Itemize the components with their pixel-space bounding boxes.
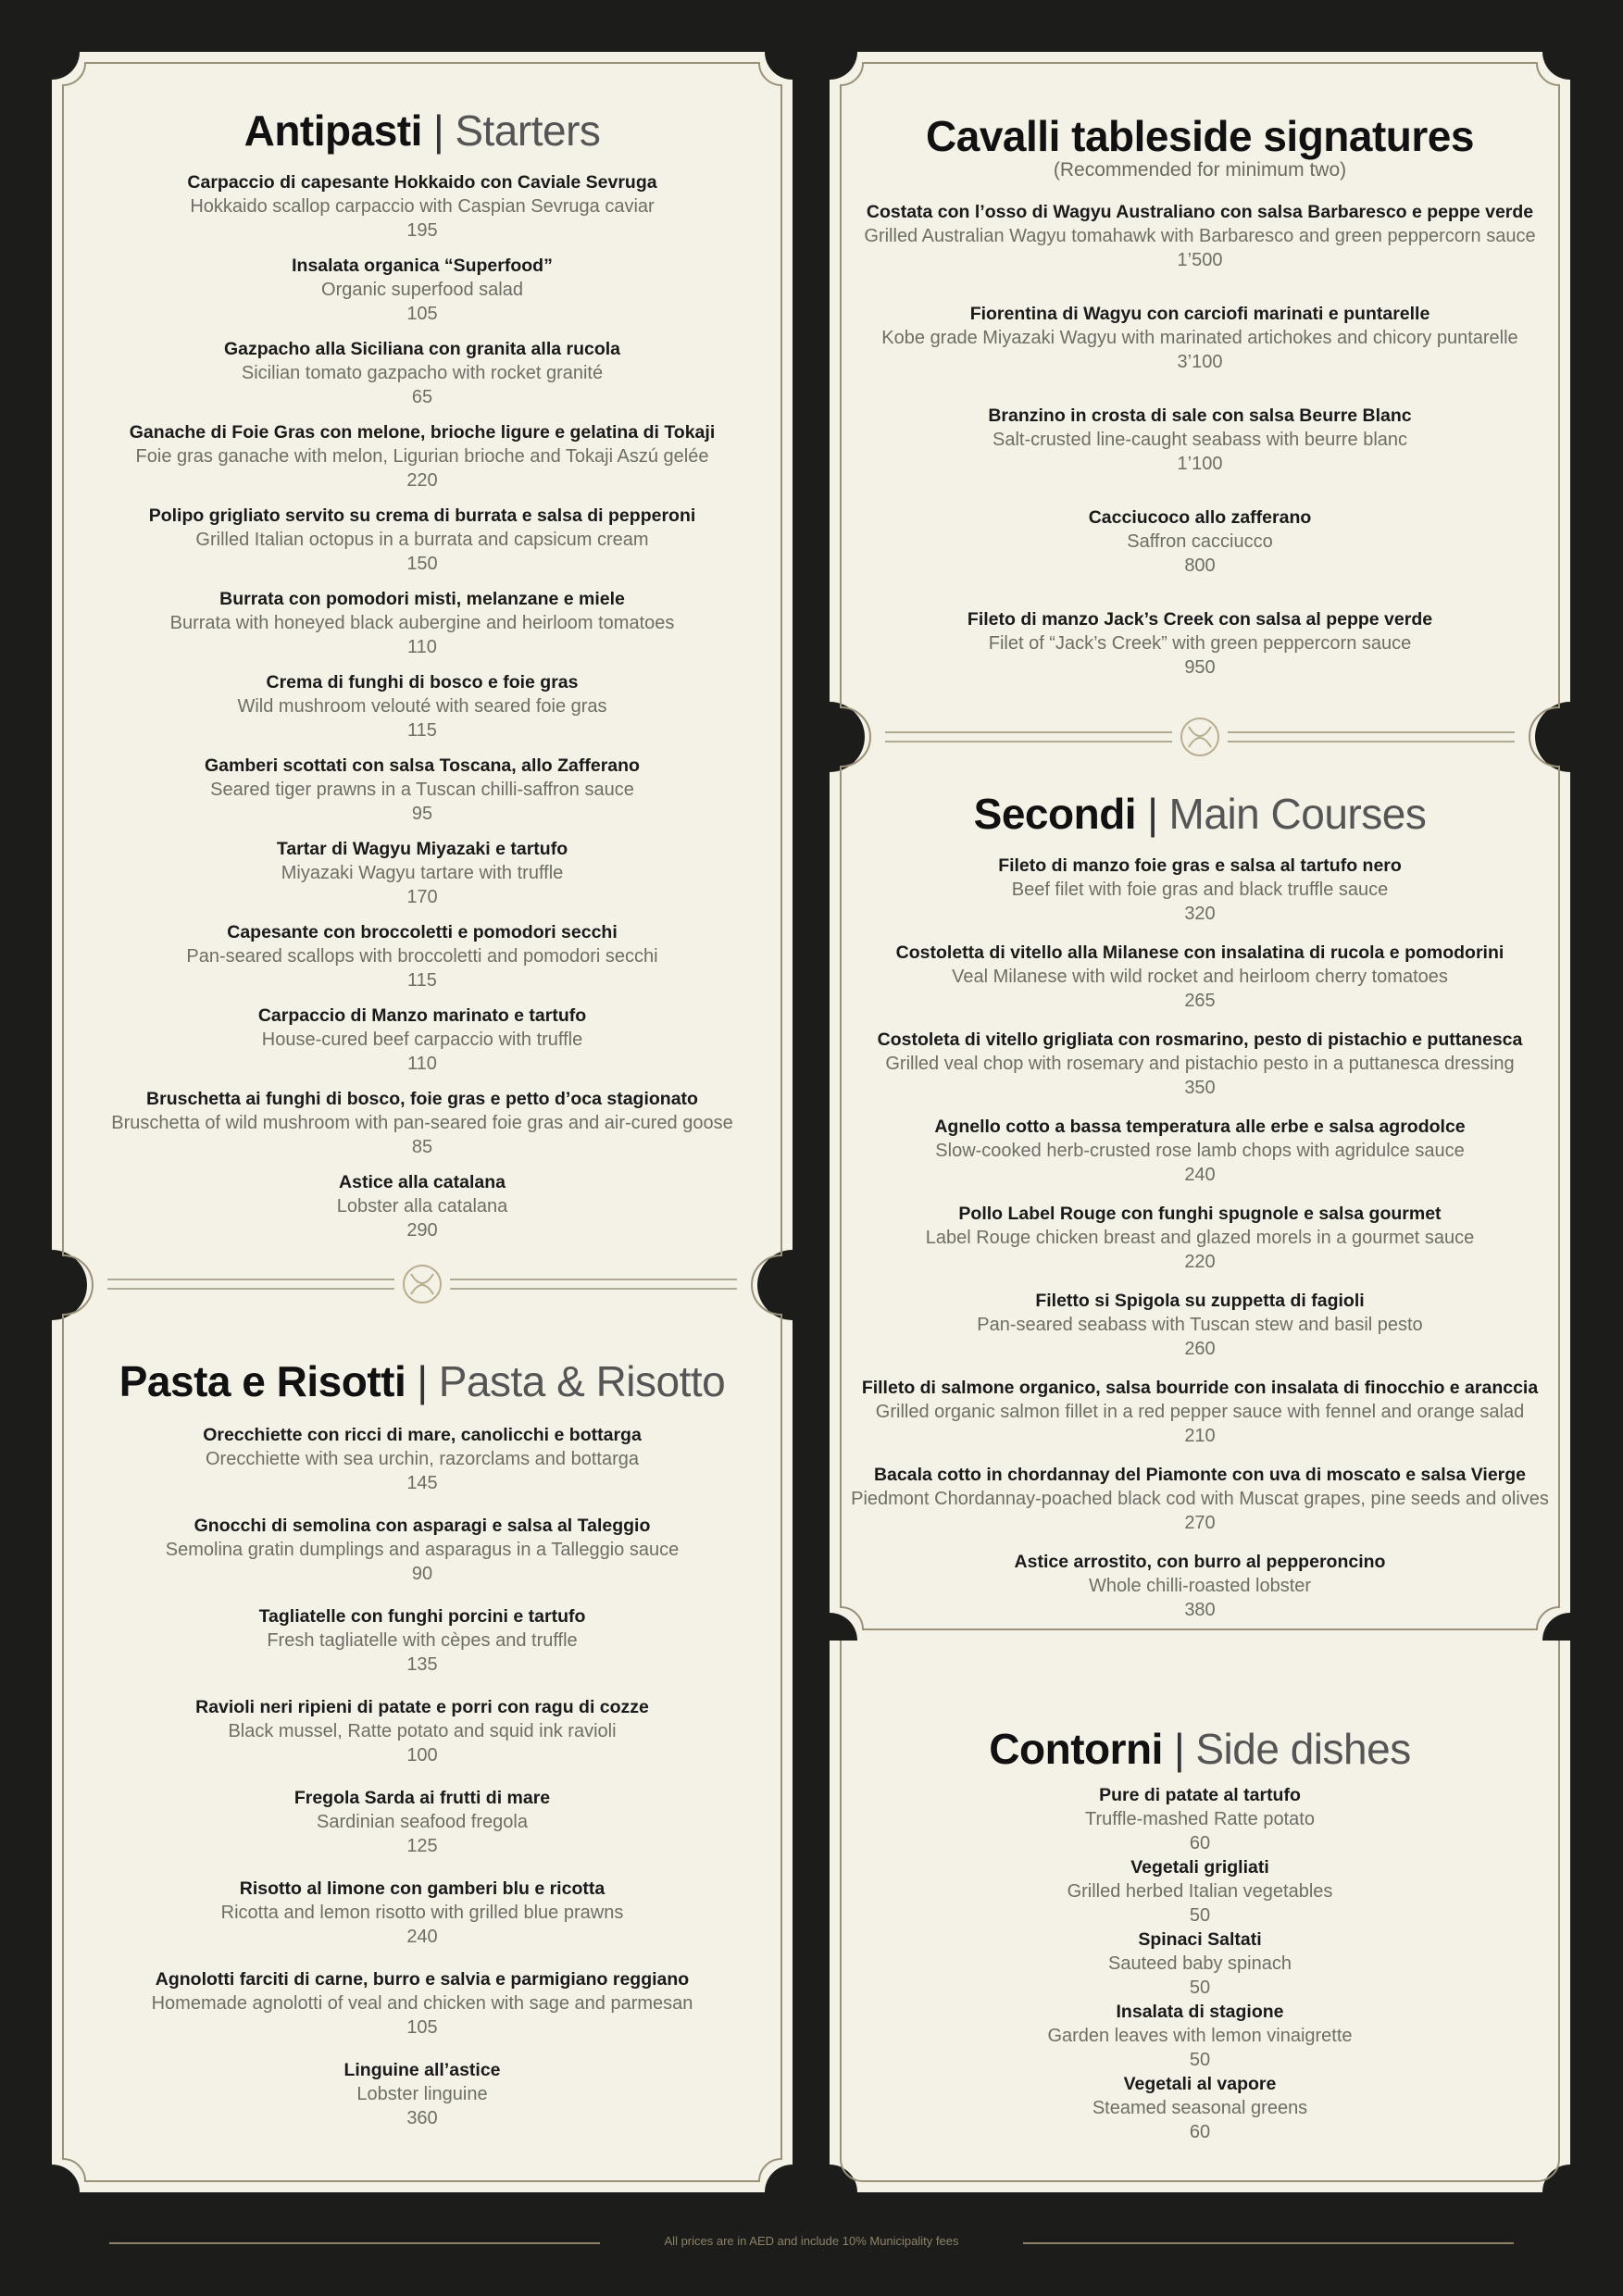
menu-item — [52, 1004, 793, 1076]
dish-name-italian: Vegetali grigliati — [1130, 1857, 1269, 1878]
dish-price: 105 — [406, 2017, 438, 2038]
dish-description-english: Kobe grade Miyazaki Wagyu with marinated artichokes and chicory puntarelle — [881, 328, 1518, 348]
dish-price: 950 — [1184, 657, 1216, 678]
dish-price: 110 — [407, 637, 437, 657]
dish-price: 800 — [1184, 555, 1216, 576]
dish-name-italian: Insalata di stagione — [1116, 2002, 1284, 2022]
dish-description-english: Hokkaido scallop carpaccio with Caspian Sevruga caviar — [190, 196, 655, 217]
dish-price: 350 — [1184, 1078, 1216, 1098]
menu-item — [52, 1087, 793, 1159]
dish-price: 170 — [406, 887, 438, 907]
dish-name-italian: Orecchiette con ricci di mare, canolicchi e bottarga — [203, 1425, 642, 1445]
dish-name-italian: Fileto di manzo Jack’s Creek con salsa al peppe verde — [967, 609, 1433, 630]
dish-description-english: Sardinian seafood fregola — [317, 1812, 528, 1832]
menu-item — [52, 1514, 793, 1586]
dish-name-italian: Astice alla catalana — [339, 1172, 506, 1192]
dish-price: 210 — [1184, 1426, 1216, 1446]
menu-item — [830, 1783, 1570, 1855]
menu-item — [52, 754, 793, 826]
dish-price: 100 — [406, 1745, 438, 1766]
antipasti-title: Antipasti | Starters — [243, 106, 601, 155]
dish-description-english: Semolina gratin dumplings and asparagus in a Talleggio sauce — [165, 1540, 680, 1560]
dish-price: 110 — [407, 1054, 437, 1074]
menu-item — [830, 1855, 1570, 1928]
dish-price: 240 — [1184, 1165, 1216, 1185]
menu-item — [830, 941, 1570, 1013]
dish-description-english: Sauteed baby spinach — [1108, 1953, 1292, 1974]
menu-item — [52, 254, 793, 326]
signatures-section — [830, 112, 1570, 709]
dish-description-english: Salt-crusted line-caught seabass with beurre blanc — [992, 430, 1408, 450]
dish-description-english: Fresh tagliatelle with cèpes and truffle — [267, 1630, 578, 1651]
contorni-list — [830, 1783, 1570, 2144]
dish-price: 50 — [1189, 1978, 1211, 1998]
dish-name-italian: Gamberi scottati con salsa Toscana, allo Zafferano — [205, 755, 640, 776]
menu-item — [52, 1877, 793, 1949]
dish-description-english: Lobster linguine — [356, 2084, 488, 2104]
dish-name-italian: Astice arrostito, con burro al pepperoncino — [1014, 1552, 1386, 1572]
signatures-list — [830, 200, 1570, 680]
dish-price: 380 — [1184, 1600, 1216, 1620]
dish-description-english: Filet of “Jack’s Creek” with green peppercorn sauce — [988, 633, 1412, 654]
dish-description-english: Slow-cooked herb-crusted rose lamb chops with agridulce sauce — [935, 1141, 1465, 1161]
dish-price: 290 — [406, 1220, 438, 1241]
pasta-title: Pasta e Risotti | Pasta & Risotto — [119, 1357, 726, 1405]
contorni-section — [830, 1725, 1570, 2144]
antipasti-section — [52, 106, 793, 1254]
dish-description-english: Piedmont Chordannay-poached black cod with Muscat grapes, pine seeds and olives — [851, 1489, 1549, 1509]
dish-description-english: Pan-seared seabass with Tuscan stew and basil pesto — [977, 1315, 1423, 1335]
dish-description-english: Bruschetta of wild mushroom with pan-seared foie gras and air-cured goose — [111, 1113, 733, 1133]
dish-name-italian: Carpaccio di Manzo marinato e tartufo — [257, 1005, 587, 1026]
menu-item — [52, 337, 793, 409]
dish-price: 150 — [406, 554, 438, 574]
dish-name-italian: Tagliatelle con funghi porcini e tartufo — [258, 1606, 586, 1627]
menu-item — [830, 1550, 1570, 1622]
dish-description-english: Whole chilli-roasted lobster — [1088, 1576, 1312, 1596]
dish-price: 320 — [1184, 904, 1216, 924]
dish-price: 60 — [1189, 2122, 1211, 2142]
dish-name-italian: Ravioli neri ripieni di patate e porri con ragu di cozze — [195, 1697, 649, 1717]
menu-item — [52, 1423, 793, 1495]
dish-name-italian: Spinaci Saltati — [1138, 1929, 1262, 1950]
dish-price: 3’100 — [1177, 352, 1223, 372]
dish-price: 265 — [1184, 991, 1216, 1011]
menu-item — [830, 1028, 1570, 1100]
dish-price: 240 — [406, 1927, 438, 1947]
dish-price: 195 — [406, 220, 438, 241]
left-menu-card — [52, 52, 793, 2192]
menu-item — [830, 1928, 1570, 2000]
dish-name-italian: Costoletta di vitello alla Milanese con insalatina di rucola e pomodorini — [895, 942, 1504, 963]
dish-description-english: Wild mushroom velouté with seared foie gras — [237, 696, 607, 717]
dish-description-english: Grilled veal chop with rosemary and pistachio pesto in a puttanesca dressing — [885, 1054, 1515, 1074]
dish-description-english: Grilled organic salmon fillet in a red pepper sauce with fennel and orange salad — [875, 1402, 1525, 1422]
dish-name-italian: Agnolotti farciti di carne, burro e salvia e parmigiano reggiano — [155, 1969, 690, 1990]
dish-price: 60 — [1189, 1833, 1211, 1853]
menu-item — [52, 587, 793, 659]
menu-item — [830, 607, 1570, 680]
menu-item — [830, 854, 1570, 926]
dish-description-english: Label Rouge chicken breast and glazed morels in a gourmet sauce — [925, 1228, 1475, 1248]
menu-item — [52, 420, 793, 493]
dish-name-italian: Costata con l’osso di Wagyu Australiano con salsa Barbaresco e peppe verde — [866, 202, 1534, 222]
dish-name-italian: Costoleta di vitello grigliata con rosmarino, pesto di pistachio e puttanesca — [877, 1029, 1523, 1050]
dish-description-english: Foie gras ganache with melon, Ligurian brioche and Tokaji Aszú gelée — [135, 446, 709, 467]
menu-item — [830, 404, 1570, 476]
dish-price: 260 — [1184, 1339, 1216, 1359]
dish-name-italian: Capesante con broccoletti e pomodori secchi — [227, 922, 618, 942]
dish-name-italian: Fileto di manzo foie gras e salsa al tartufo nero — [998, 855, 1402, 876]
dish-name-italian: Insalata organica “Superfood” — [292, 256, 553, 276]
dish-description-english: Miyazaki Wagyu tartare with truffle — [281, 863, 564, 883]
dish-description-english: Organic superfood salad — [321, 280, 523, 300]
dish-description-english: Pan-seared scallops with broccoletti and pomodori secchi — [186, 946, 658, 967]
dish-description-english: Grilled Italian octopus in a burrata and capsicum cream — [195, 530, 649, 550]
dish-name-italian: Bacala cotto in chordannay del Piamonte con uva di moscato e salsa Vierge — [873, 1465, 1527, 1485]
dish-name-italian: Filetto si Spigola su zuppetta di fagioli — [1035, 1291, 1365, 1311]
menu-item — [830, 1202, 1570, 1274]
dish-description-english: Homemade agnolotti of veal and chicken with sage and parmesan — [151, 1993, 693, 2014]
secondi-section — [830, 792, 1570, 1637]
dish-name-italian: Linguine all’astice — [343, 2060, 501, 2080]
dish-price: 220 — [1184, 1252, 1216, 1272]
dish-name-italian: Vegetali al vapore — [1123, 2074, 1277, 2094]
pasta-section — [52, 1357, 793, 2149]
menu-item — [830, 2072, 1570, 2144]
menu-item — [52, 670, 793, 742]
dish-price: 50 — [1189, 1905, 1211, 1926]
menu-item — [830, 1376, 1570, 1448]
dish-name-italian: Risotto al limone con gamberi blu e ricotta — [239, 1878, 606, 1899]
dish-price: 105 — [406, 304, 438, 324]
secondi-title: Secondi | Main Courses — [973, 790, 1427, 838]
right-bottom-menu-card — [830, 1641, 1570, 2192]
menu-item — [830, 2000, 1570, 2072]
dish-description-english: Garden leaves with lemon vinaigrette — [1047, 2026, 1353, 2046]
signatures-subtitle: (Recommended for minimum two) — [1053, 159, 1347, 181]
dish-description-english: Seared tiger prawns in a Tuscan chilli-saffron sauce — [210, 780, 634, 800]
dish-price: 115 — [407, 970, 437, 991]
dish-description-english: Burrata with honeyed black aubergine and heirloom tomatoes — [169, 613, 675, 633]
menu-item — [52, 920, 793, 992]
signatures-title: Cavalli tableside signatures — [926, 112, 1474, 160]
dish-price: 50 — [1189, 2050, 1211, 2070]
menu-item — [52, 2058, 793, 2130]
antipasti-list — [52, 170, 793, 1242]
dish-name-italian: Branzino in crosta di sale con salsa Beurre Blanc — [988, 406, 1412, 426]
right-top-menu-card — [830, 52, 1570, 1641]
contorni-title: Contorni | Side dishes — [989, 1725, 1411, 1773]
dish-description-english: Steamed seasonal greens — [1092, 2098, 1308, 2118]
dish-price: 125 — [406, 1836, 438, 1856]
dish-price: 90 — [411, 1564, 433, 1584]
dish-price: 65 — [411, 387, 433, 407]
menu-item — [830, 1115, 1570, 1187]
dish-name-italian: Cacciucoco allo zafferano — [1088, 507, 1312, 528]
dish-name-italian: Fiorentina di Wagyu con carciofi marinati e puntarelle — [969, 304, 1430, 324]
dish-description-english: House-cured beef carpaccio with truffle — [261, 1029, 583, 1050]
dish-name-italian: Agnello cotto a bassa temperatura alle erbe e salsa agrodolce — [934, 1117, 1466, 1137]
dish-price: 360 — [406, 2108, 438, 2128]
dish-description-english: Sicilian tomato gazpacho with rocket granité — [241, 363, 604, 383]
menu-item — [52, 1170, 793, 1242]
dish-price: 220 — [406, 470, 438, 491]
pasta-list — [52, 1423, 793, 2130]
dish-name-italian: Polipo grigliato servito su crema di burrata e salsa di pepperoni — [148, 505, 696, 526]
dish-name-italian: Gazpacho alla Siciliana con granita alla rucola — [223, 339, 621, 359]
dish-name-italian: Fregola Sarda ai frutti di mare — [293, 1788, 551, 1808]
menu-item — [52, 1604, 793, 1677]
dish-price: 145 — [406, 1473, 438, 1493]
dish-description-english: Saffron cacciucco — [1127, 531, 1273, 552]
dish-name-italian: Ganache di Foie Gras con melone, brioche ligure e gelatina di Tokaji — [129, 422, 716, 443]
menu-item — [52, 1786, 793, 1858]
menu-item — [52, 1967, 793, 2040]
dish-description-english: Orecchiette with sea urchin, razorclams and bottarga — [206, 1449, 639, 1469]
menu-item — [830, 302, 1570, 374]
menu-item — [830, 200, 1570, 272]
dish-price: 95 — [411, 804, 433, 824]
dish-name-italian: Carpaccio di capesante Hokkaido con Caviale Sevruga — [187, 172, 657, 193]
price-note: All prices are in AED and include 10% Municipality fees — [664, 2234, 959, 2248]
menu-item — [52, 170, 793, 243]
menu-item — [830, 505, 1570, 578]
dish-description-english: Black mussel, Ratte potato and squid ink ravioli — [228, 1721, 617, 1741]
dish-description-english: Ricotta and lemon risotto with grilled blue prawns — [220, 1903, 624, 1923]
dish-name-italian: Burrata con pomodori misti, melanzane e miele — [219, 589, 625, 609]
dish-name-italian: Pollo Label Rouge con funghi spugnole e salsa gourmet — [958, 1204, 1442, 1224]
dish-name-italian: Tartar di Wagyu Miyazaki e tartufo — [276, 839, 568, 859]
dish-price: 135 — [406, 1654, 438, 1675]
secondi-list — [830, 854, 1570, 1622]
dish-name-italian: Crema di funghi di bosco e foie gras — [266, 672, 579, 693]
menu-item — [52, 1695, 793, 1767]
menu-item — [830, 1289, 1570, 1361]
menu-item — [830, 1463, 1570, 1535]
menu-item — [52, 837, 793, 909]
dish-description-english: Grilled herbed Italian vegetables — [1067, 1881, 1333, 1902]
dish-description-english: Lobster alla catalana — [336, 1196, 508, 1217]
dish-name-italian: Gnocchi di semolina con asparagi e salsa al Taleggio — [194, 1516, 651, 1536]
dish-price: 1’500 — [1177, 250, 1223, 270]
dish-price: 1’100 — [1177, 454, 1223, 474]
dish-price: 85 — [411, 1137, 433, 1157]
dish-price: 270 — [1184, 1513, 1216, 1533]
dish-name-italian: Bruschetta ai funghi di bosco, foie gras e petto d’oca stagionato — [146, 1089, 698, 1109]
menu-item — [52, 504, 793, 576]
dish-name-italian: Filleto di salmone organico, salsa bourride con insalata di finocchio e aranccia — [861, 1378, 1539, 1398]
dish-price: 115 — [407, 720, 437, 741]
dish-name-italian: Pure di patate al tartufo — [1099, 1785, 1301, 1805]
dish-description-english: Truffle-mashed Ratte potato — [1085, 1809, 1315, 1829]
dish-description-english: Grilled Australian Wagyu tomahawk with Barbaresco and green peppercorn sauce — [864, 226, 1536, 246]
dish-description-english: Beef filet with foie gras and black truffle sauce — [1011, 880, 1389, 900]
dish-description-english: Veal Milanese with wild rocket and heirloom cherry tomatoes — [952, 967, 1448, 987]
